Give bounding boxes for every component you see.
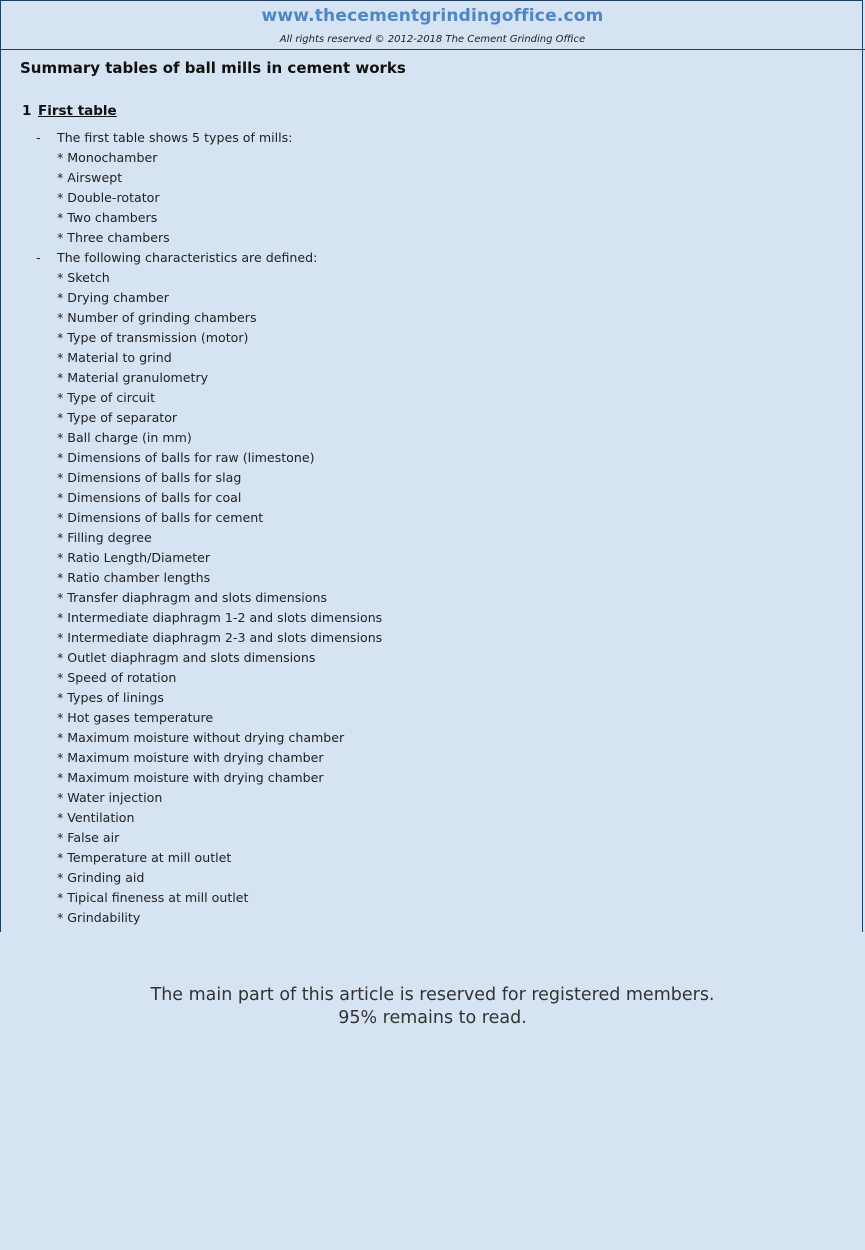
- dash-bullet: -: [36, 250, 41, 265]
- list-item-text: * Type of transmission (motor): [57, 330, 249, 345]
- list-item-text: * Temperature at mill outlet: [57, 850, 232, 865]
- list-item-text: * Maximum moisture without drying chamber: [57, 730, 345, 745]
- section-heading: [22, 103, 117, 119]
- list-item-text: * Speed of rotation: [57, 670, 177, 685]
- list-item-text: * Two chambers: [57, 210, 158, 225]
- list-item-text: * Ratio chamber lengths: [57, 570, 211, 585]
- list-item-text: * Sketch: [57, 270, 110, 285]
- list-item-text: * Transfer diaphragm and slots dimensions: [57, 590, 328, 605]
- list-item-text: * Types of linings: [57, 690, 164, 705]
- list-item-text: * Water injection: [57, 790, 163, 805]
- list-item-text: * Dimensions of balls for slag: [57, 470, 242, 485]
- notice-line-remaining: 95% remains to read.: [338, 1008, 527, 1028]
- list-group-lead-text: The following characteristics are defined:: [57, 250, 318, 265]
- list-item-text: * Drying chamber: [57, 290, 169, 305]
- list-item-text: * Dimensions of balls for cement: [57, 510, 264, 525]
- list-group-lead-text: The first table shows 5 types of mills:: [57, 130, 293, 145]
- list-item-text: * Dimensions of balls for coal: [57, 490, 242, 505]
- list-item-text: * Grinding aid: [57, 870, 145, 885]
- notice-line-reserved: The main part of this article is reserved for registered members.: [150, 985, 715, 1005]
- section-number: 1: [22, 103, 32, 119]
- list-item-text: * Grindability: [57, 910, 141, 925]
- list-item-text: * Filling degree: [57, 530, 152, 545]
- list-item-text: * Tipical fineness at mill outlet: [57, 890, 249, 905]
- list-item-text: * Intermediate diaphragm 1-2 and slots dimensions: [57, 610, 383, 625]
- list-item-text: * Material to grind: [57, 350, 172, 365]
- list-item-text: * Double-rotator: [57, 190, 160, 205]
- list-item-text: * Type of circuit: [57, 390, 156, 405]
- page-header: [0, 0, 865, 49]
- list-item-text: * Maximum moisture with drying chamber: [57, 750, 324, 765]
- list-item-text: * Ventilation: [57, 810, 135, 825]
- list-item-text: * Hot gases temperature: [57, 710, 214, 725]
- list-item-text: * Maximum moisture with drying chamber: [57, 770, 324, 785]
- list-item-text: * Ball charge (in mm): [57, 430, 192, 445]
- list-item-text: * Type of separator: [57, 410, 178, 425]
- dash-bullet: -: [36, 130, 41, 145]
- list-item-text: * Dimensions of balls for raw (limestone): [57, 450, 315, 465]
- list-item-text: * Outlet diaphragm and slots dimensions: [57, 650, 316, 665]
- document-title: Summary tables of ball mills in cement works: [20, 59, 406, 77]
- list-item-text: * Intermediate diaphragm 2-3 and slots dimensions: [57, 630, 383, 645]
- header-divider: [0, 49, 865, 50]
- list-item-text: * False air: [57, 830, 120, 845]
- members-only-notice: [0, 984, 865, 1030]
- list-item-text: * Material granulometry: [57, 370, 209, 385]
- list-item-text: * Airswept: [57, 170, 123, 185]
- list-item-text: * Three chambers: [57, 230, 170, 245]
- section-title: First table: [38, 103, 117, 119]
- list-item-text: * Monochamber: [57, 150, 158, 165]
- list-item-text: * Ratio Length/Diameter: [57, 550, 211, 565]
- site-url-link[interactable]: www.thecementgrindingoffice.com: [261, 6, 604, 26]
- copyright-notice: All rights reserved © 2012-2018 The Cement Grinding Office: [279, 34, 586, 45]
- list-item-text: * Number of grinding chambers: [57, 310, 257, 325]
